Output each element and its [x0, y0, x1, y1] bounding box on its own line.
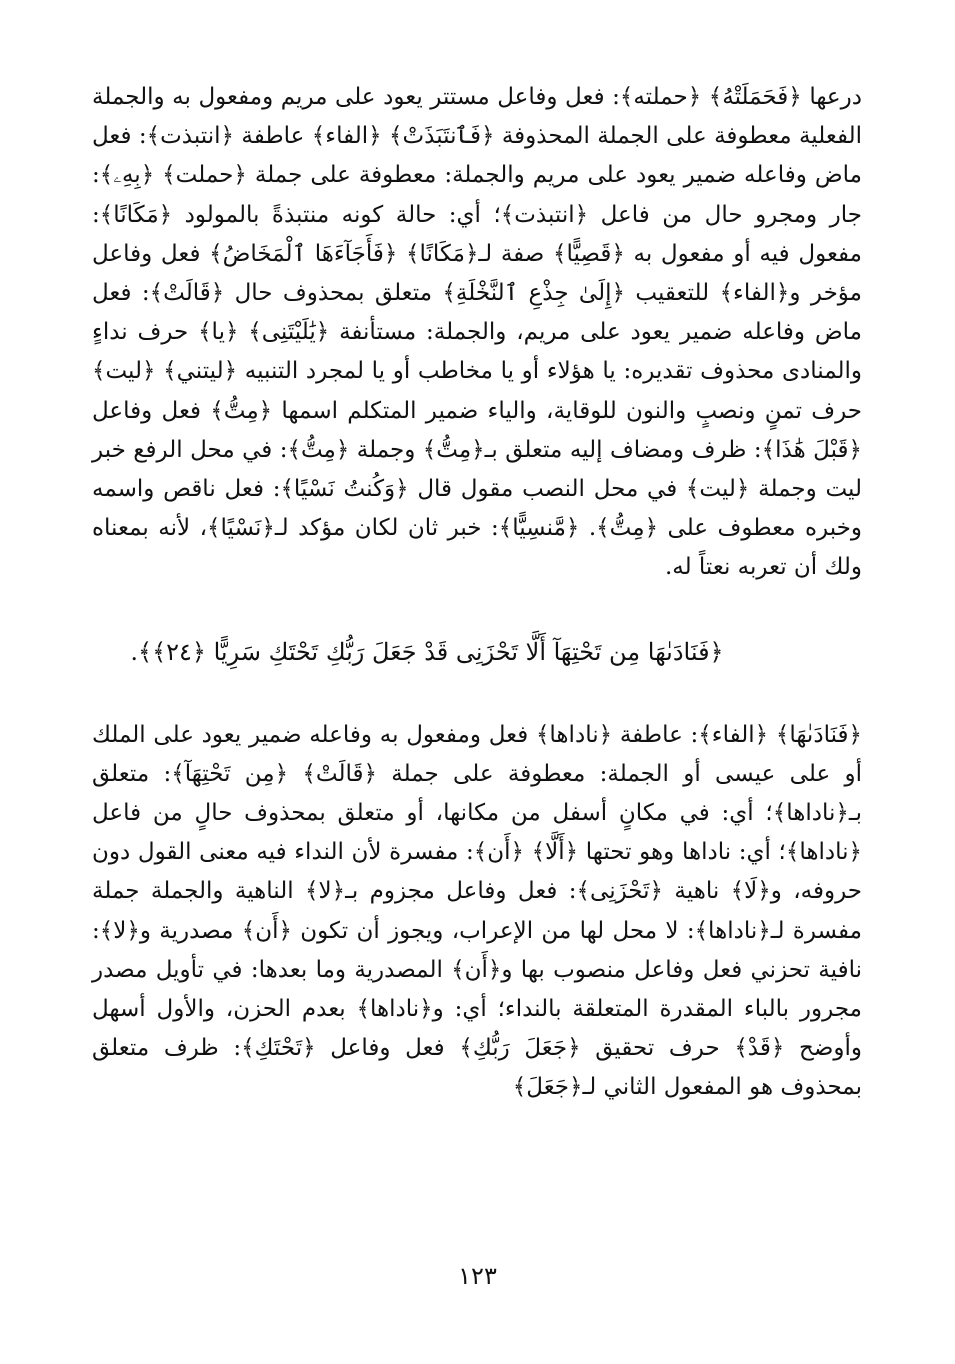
paragraph-grammar-analysis-2: ﴿فَنَادَىٰهَا﴾ ﴿الفاء﴾: عاطفة ﴿ناداها﴾ فعل ومفعول به وفاعله ضمير يعود على الملك أو على عيسى أو الجملة: معطوفة على جملة ﴿قَالَتْ﴾ ﴿مِن تَحْتِهَآ﴾: متعلق بـ﴿ناداها﴾؛ أي: في مكانٍ أسفل من مكانها، أو متعلق بمحذوف حالٍ من فاعل ﴿ناداها﴾؛ أي: ناداها وهو تحتها ﴿أَلَّا﴾ ﴿أَن﴾: مفسرة لأن النداء فيه معنى القول دون حروفه، و﴿لَا﴾ ناهية ﴿تَحْزَنِى﴾: فعل وفاعل مجزوم بـ﴿لا﴾ الناهية والجملة جملة مفسرة لـ﴿ناداها﴾: لا محل لها من الإعراب، ويجوز أن تكون ﴿أَن﴾ مصدرية و﴿لا﴾: نافية تحزني فعل وفاعل منصوب بها و﴿أَن﴾ المصدرية وما بعدها: في تأويل مصدر مجرور بالباء المقدرة المتعلقة بالنداء؛ أي: و﴿ناداها﴾ بعدم الحزن، والأول أسهل وأوضح ﴿قَدْ﴾ حرف تحقيق ﴿جَعَلَ رَبُّكِ﴾ فعل وفاعل ﴿تَحْتَكِ﴾: ظرف متعلق بمحذوف هو المفعول الثاني لـ﴿جَعَلَ﴾ [92, 721, 862, 1101]
page-number: ١٢٣ [458, 1262, 497, 1290]
paragraph-grammar-analysis-1: درعها ﴿فَحَمَلَتْهُ﴾ ﴿حملته﴾: فعل وفاعل مستتر يعود على مريم ومفعول به والجملة الفعلية معطوفة على الجملة المحذوفة ﴿فَٱنتَبَذَتْ﴾ ﴿الفاء﴾ عاطفة ﴿انتبذت﴾: فعل ماض وفاعله ضمير يعود على مريم والجملة: معطوفة على جملة ﴿حملت﴾ ﴿بِهِۦ﴾: جار ومجرو حال من فاعل ﴿انتبذت﴾؛ أي: حالة كونه منتبذةً بالمولود ﴿مَكَانًا﴾: مفعول فيه أو مفعول به ﴿قَصِيًّا﴾ صفة لـ﴿مَكَانًا﴾ ﴿فَأَجَآءَهَا ٱلْمَخَاضُ﴾ فعل وفاعل مؤخر و﴿الفاء﴾ للتعقيب ﴿إِلَىٰ جِذْعِ ٱلنَّخْلَةِ﴾ متعلق بمحذوف حال ﴿قَالَتْ﴾: فعل ماض وفاعله ضمير يعود على مريم، والجملة: مستأنفة ﴿يَٰلَيْتَنِى﴾ ﴿يا﴾ حرف نداءٍ والمنادى محذوف تقديره: يا هؤلاء أو يا مخاطب أو يا لمجرد التنبيه ﴿ليتني﴾ ﴿ليت﴾ حرف تمنٍ ونصبٍ والنون للوقاية، والياء ضمير المتكلم اسمها ﴿مِتُّ﴾ فعل وفاعل ﴿قَبْلَ هَٰذَا﴾: ظرف ومضاف إليه متعلق بـ﴿مِتُّ﴾ وجملة ﴿مِتُّ﴾: في محل الرفع خبر ليت وجملة ﴿ليت﴾ في محل النصب مقول قال ﴿وَكُنتُ نَسْيًا﴾: فعل ناقص واسمه وخبره معطوف على ﴿مِتُّ﴾. ﴿مَّنسِيًّا﴾: خبر ثان لكان مؤكد لـ﴿نَسْيًا﴾، لأنه بمعناه ولك أن تعربه نعتاً له. [92, 84, 863, 581]
quran-verse: ﴿فَنَادَىٰهَا مِن تَحْتِهَآ أَلَّا تَحْزَنِى قَدْ جَعَلَ رَبُّكِ تَحْتَكِ سَرِيًّا ﴿٢٤﴾﴾. [130, 637, 724, 666]
page-body [92, 78, 862, 1108]
